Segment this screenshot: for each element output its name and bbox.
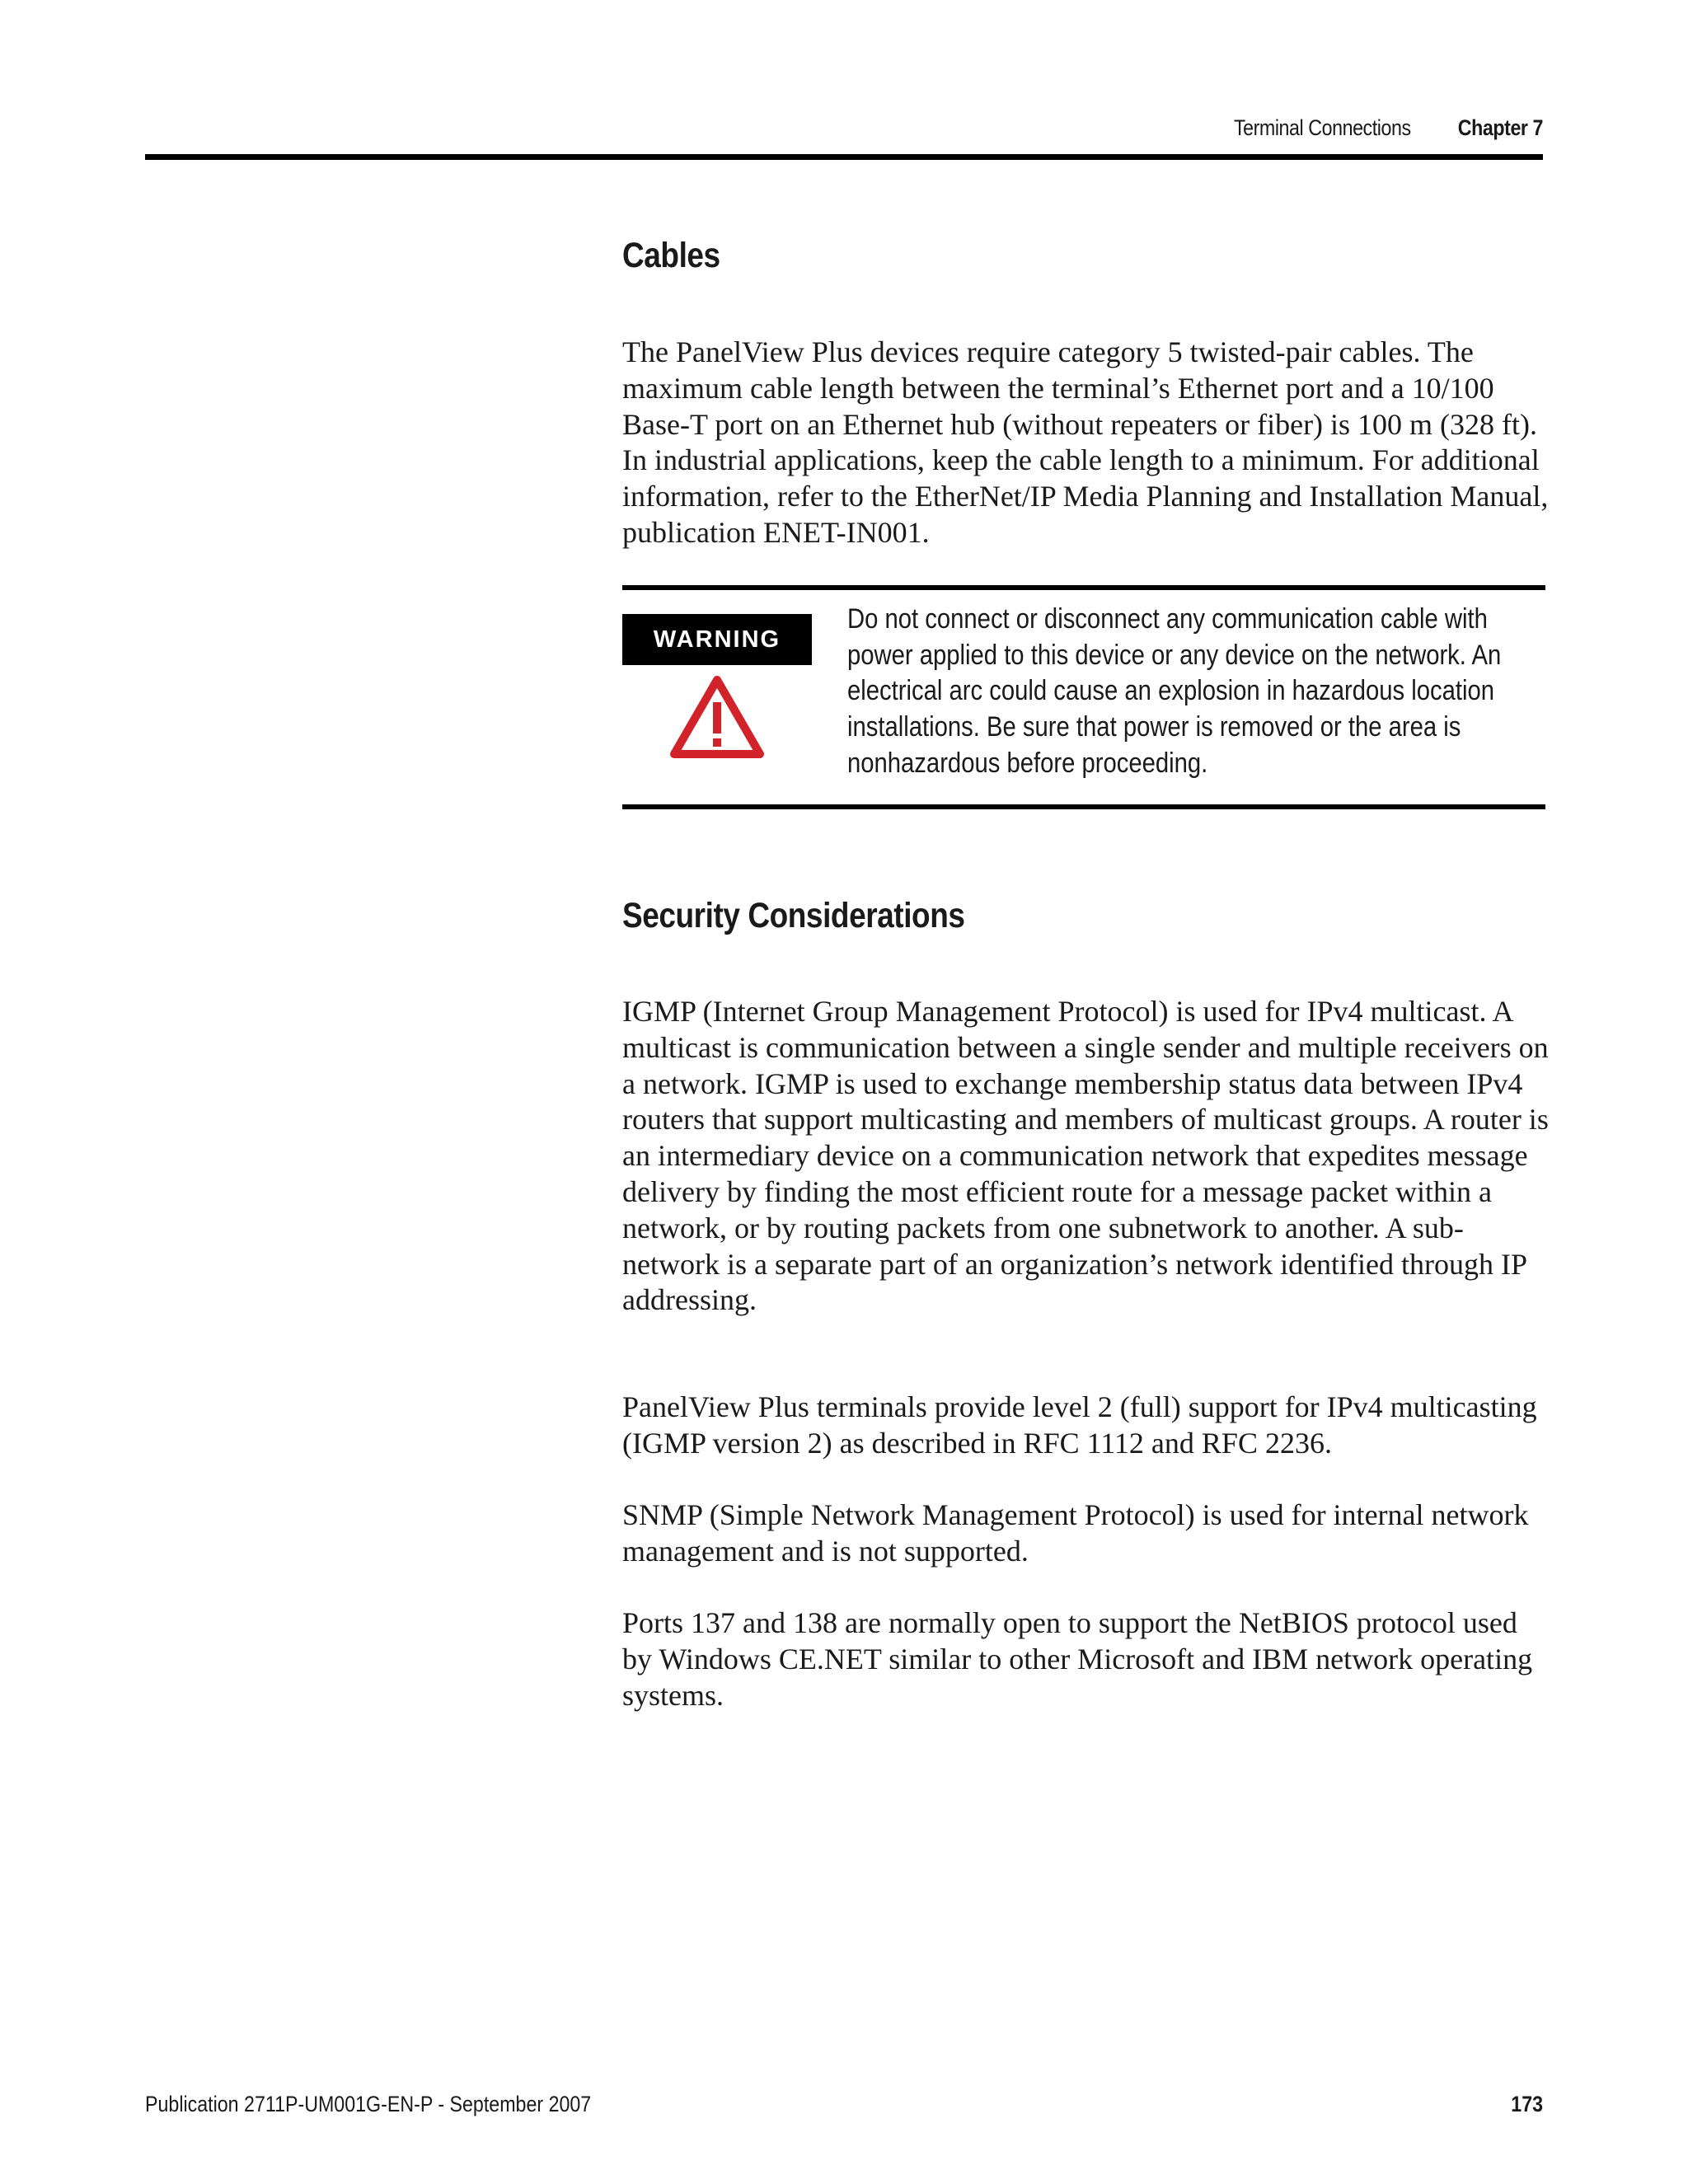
running-header [1205,115,1543,141]
security-paragraph-igmp: IGMP (Internet Group Management Protocol) is used for IPv4 multicast. A multicast is communication between a single sender and multiple receivers on a network. IGMP is used to exchange membership status data between IPv4 routers that support multicasting and members of multicast groups. A router is an intermediary device on a communication network that expedites message delivery by finding the most efficient route for a message packet within a network, or by routing packets from one subnetwork to another. A sub-network is a separate part of an organization’s network identified through IP addressing. [622,995,1549,1317]
warning-triangle-icon [668,673,767,761]
cables-paragraph: The PanelView Plus devices require category 5 twisted-pair cables. The maximum cable length between the terminal’s Ethernet port and a 10/100 Base-T port on an Ethernet hub (without repeaters or fiber) is 100 m (328 ft). In industrial applications, keep the cable length to a minimum. For additional information, refer to the EtherNet/IP Media Planning and Installation Manual, publication ENET-IN001. [622,335,1549,549]
footer-page-number: 173 [1511,2092,1543,2116]
security-paragraph-multicast-support: PanelView Plus terminals provide level 2 (full) support for IPv4 multicasting (IGMP version 2) as described in RFC 1112 and RFC 2236. [622,1390,1537,1460]
warning-text: Do not connect or disconnect any communication cable with power applied to this device or any device on the network. An electrical arc could cause an explosion in hazardous location installations. Be sure that power is removed or the area is nonhazardous before proceeding. [847,603,1502,779]
cables-heading: Cables [622,236,720,275]
security-heading: Security Considerations [622,896,965,935]
header-section-title: Terminal Connections [1234,115,1411,140]
security-paragraph-snmp: SNMP (Simple Network Management Protocol) is used for internal network management and is not supported. [622,1498,1529,1568]
footer-publication: Publication 2711P-UM001G-EN-P - September 2007 [145,2092,592,2116]
header-rule [145,154,1543,160]
security-paragraph-ports: Ports 137 and 138 are normally open to support the NetBIOS protocol used by Windows CE.NET similar to other Microsoft and IBM network operating systems. [622,1606,1533,1712]
warning-label: WARNING [622,614,812,665]
header-chapter-label: Chapter 7 [1457,115,1543,140]
warning-box [622,585,1545,809]
